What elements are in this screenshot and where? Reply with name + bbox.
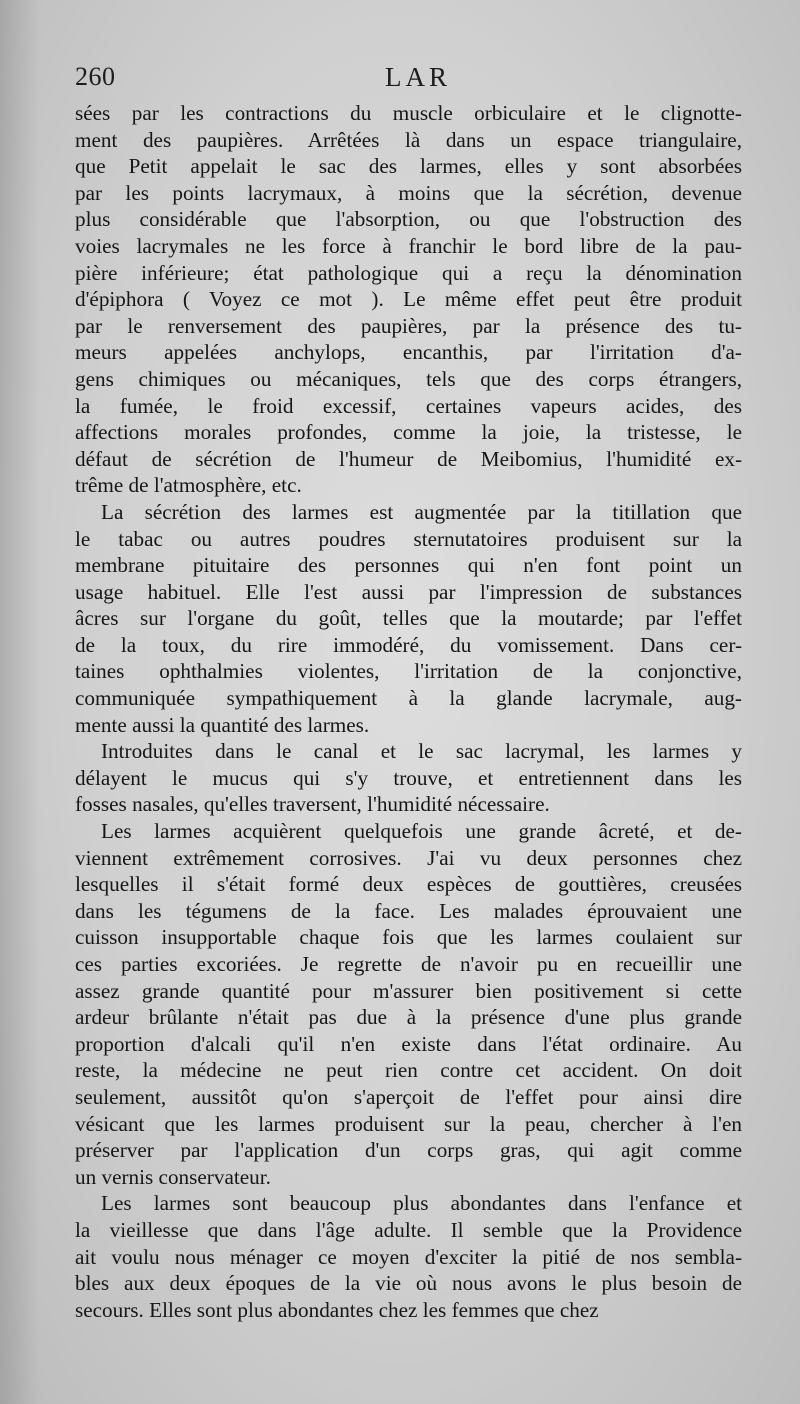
text-line: cuisson insupportable chaque fois que les larmes coulaient sur — [75, 925, 742, 950]
text-line: lesquelles il s'était formé deux espèces de gouttières, creusées — [75, 872, 742, 897]
text-line: communiquée sympathiquement à la glande lacrymale, aug- — [75, 686, 742, 711]
text-line: meurs appelées anchylops, encanthis, par l'irritation d'a- — [75, 340, 742, 365]
text-line: la fumée, le froid excessif, certaines vapeurs acides, des — [75, 393, 742, 418]
text-line: affections morales profondes, comme la joie, la tristesse, le — [75, 420, 742, 445]
text-line: la vieillesse que dans l'âge adulte. Il semble que la Providence — [75, 1217, 742, 1242]
body-text — [75, 100, 742, 1323]
text-line: âcres sur l'organe du goût, telles que la moutarde; par l'effet — [75, 606, 742, 631]
text-line: viennent extrêmement corrosives. J'ai vu deux personnes chez — [75, 845, 742, 870]
text-line: un vernis conservateur. — [75, 1164, 271, 1189]
text-line: assez grande quantité pour m'assurer bien positivement si cette — [75, 978, 742, 1003]
text-line: ait voulu nous ménager ce moyen d'exciter la pitié de nos sembla- — [75, 1244, 742, 1269]
text-line: ment des paupières. Arrêtées là dans un espace triangulaire, — [75, 127, 742, 152]
text-line: voies lacrymales ne les force à franchir le bord libre de la pau- — [75, 233, 742, 258]
paragraph — [75, 738, 742, 818]
page-number: 260 — [75, 62, 116, 91]
text-line: trême de l'atmosphère, etc. — [75, 473, 302, 498]
text-line: dans les tégumens de la face. Les malades éprouvaient une — [75, 898, 742, 923]
text-line: ces parties excoriées. Je regrette de n'avoir pu en recueillir une — [75, 952, 742, 976]
text-line: La sécrétion des larmes est augmentée par la titillation que — [101, 499, 742, 524]
text-line: délayent le mucus qui s'y trouve, et entretiennent dans les — [75, 765, 742, 790]
text-line: taines ophthalmies violentes, l'irritation de la conjonctive, — [75, 659, 742, 684]
paragraph — [75, 1190, 742, 1323]
paragraph — [75, 100, 742, 499]
text-line: par le renversement des paupières, par la présence des tu- — [75, 313, 742, 338]
text-line: secours. Elles sont plus abondantes chez les femmes que chez — [75, 1297, 599, 1322]
page-header — [75, 62, 740, 92]
text-line: Introduites dans le canal et le sac lacrymal, les larmes y — [101, 739, 742, 764]
text-line: membrane pituitaire des personnes qui n'en font point un — [75, 553, 742, 578]
text-line: défaut de sécrétion de l'humeur de Meibomius, l'humidité ex- — [75, 446, 742, 471]
text-line: ardeur brûlante n'était pas due à la présence d'une plus grande — [75, 1005, 742, 1030]
text-line: de la toux, du rire immodéré, du vomissement. Dans cer- — [75, 632, 742, 657]
text-line: gens chimiques ou mécaniques, tels que des corps étrangers, — [75, 366, 742, 391]
text-line: plus considérable que l'absorption, ou que l'obstruction des — [75, 207, 742, 232]
text-line: usage habituel. Elle l'est aussi par l'impression de substances — [75, 579, 742, 604]
text-line: vésicant que les larmes produisent sur la peau, chercher à l'en — [75, 1111, 742, 1136]
text-line: pière inférieure; état pathologique qui a reçu la dénomination — [75, 260, 742, 285]
text-line: proportion d'alcali qu'il n'en existe dans l'état ordinaire. Au — [75, 1031, 742, 1056]
text-line: bles aux deux époques de la vie où nous avons le plus besoin de — [75, 1271, 742, 1296]
text-line: par les points lacrymaux, à moins que la sécrétion, devenue — [75, 180, 742, 205]
text-line: préserver par l'application d'un corps gras, qui agit comme — [75, 1138, 742, 1163]
text-line: fosses nasales, qu'elles traversent, l'humidité nécessaire. — [75, 792, 550, 817]
text-line: que Petit appelait le sac des larmes, elles y sont absorbées — [75, 154, 742, 179]
text-line: reste, la médecine ne peut rien contre cet accident. On doit — [75, 1058, 742, 1083]
text-line: d'épiphora ( Voyez ce mot ). Le même effet peut être produit — [75, 287, 742, 312]
text-line: le tabac ou autres poudres sternutatoires produisent sur la — [75, 526, 742, 551]
text-line: mente aussi la quantité des larmes. — [75, 712, 370, 737]
text-line: sées par les contractions du muscle orbiculaire et le clignotte- — [75, 101, 742, 125]
text-line: Les larmes acquièrent quelquefois une grande âcreté, et de- — [101, 819, 742, 844]
text-line: seulement, aussitôt qu'on s'aperçoit de l'effet pour ainsi dire — [75, 1084, 742, 1109]
paragraph — [75, 499, 742, 738]
running-head: LAR — [385, 62, 451, 92]
text-line: Les larmes sont beaucoup plus abondantes dans l'enfance et — [101, 1191, 742, 1216]
paragraph — [75, 818, 742, 1190]
